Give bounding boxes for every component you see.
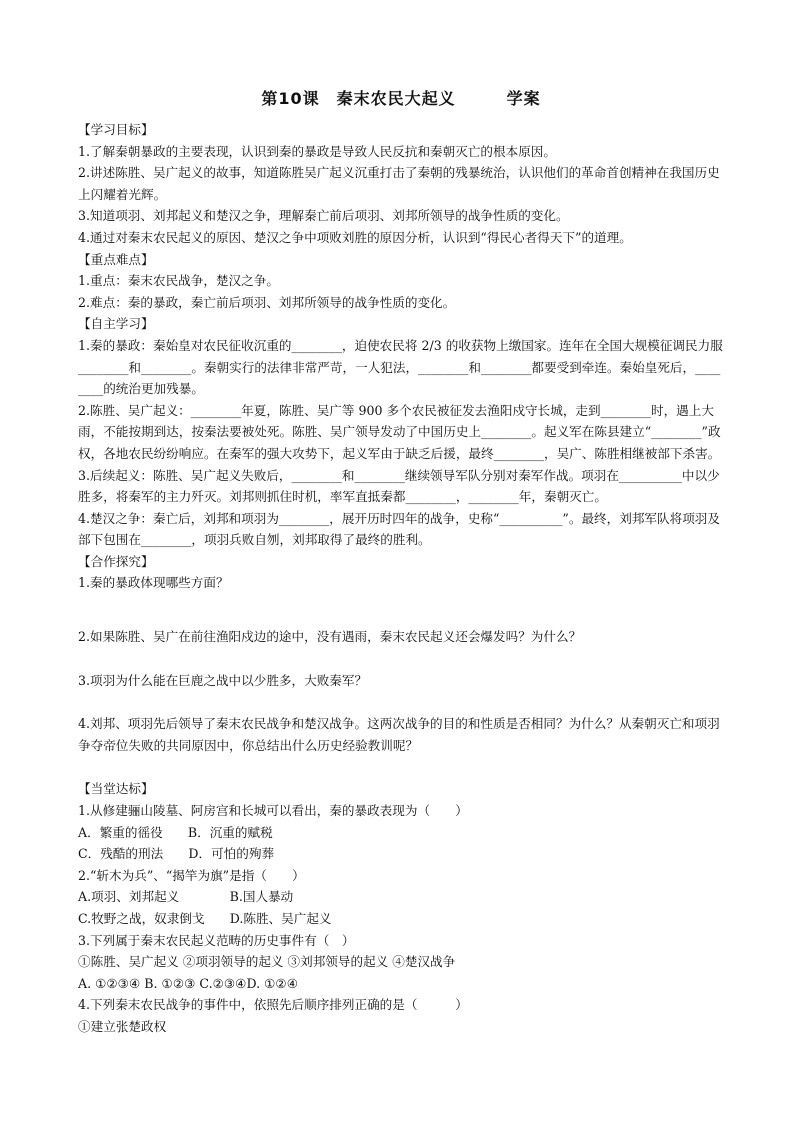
practice-heading: 【当堂达标】 (78, 781, 154, 797)
explore-question: 1.秦的暴政体现哪些方面？ (78, 575, 229, 591)
page-title: 第10课 秦末农民大起义 学案 (261, 89, 541, 108)
answer-space (78, 756, 724, 778)
answer-space (78, 648, 724, 670)
selfstudy-item: 3.后续起义：陈胜、吴广起义失败后，________和________继续领导军队分别对秦军作战。项羽在__________中以少胜多，将秦军的主力歼灭。刘邦则抓住时机，率军直抵秦都________，________年，秦朝灭亡。 (78, 467, 720, 505)
answer-space (78, 691, 724, 713)
selfstudy-item: 2.陈胜、吴广起义：________年夏，陈胜、吴广等 900 多个农民被征发去渔阳戍守长城，走到________时，遇上大雨，不能按期到达，按秦法要被处死。陈胜、吴广领导发动了中国历史上________。起义军在陈县建立“________”政权，各地农民纷纷响应。在秦军的强大攻势下，起义军由于缺乏后援，最终________，吴广、陈胜相继被部下杀害。 (78, 402, 721, 461)
objective-item: 4.通过对秦末农民起义的原因、楚汉之争中项败刘胜的原因分析，认识到“得民心者得天下”的道理。 (78, 229, 632, 245)
practice-line: ①建立张楚政权 (78, 1018, 167, 1034)
practice-line: A.项羽、刘邦起义 B.国人暴动 (78, 889, 294, 905)
practice-line: 1.从修建骊山陵墓、阿房宫和长城可以看出，秦的暴政表现为（ ） (78, 803, 468, 819)
practice-line: A. ①②③④ B. ①②③ C.②③④D. ①②④ (78, 975, 298, 991)
practice-line: 4.下列秦末农民战争的事件中，依照先后顺序排列正确的是（ ） (78, 997, 468, 1013)
keypoint-item: 1.重点：秦末农民战争，楚汉之争。 (78, 273, 279, 289)
explore-question: 2.如果陈胜、吴广在前往渔阳戍边的途中，没有遇雨，秦末农民起义还会爆发吗？为什么？ (78, 629, 582, 645)
practice-line: C．残酷的刑法 D．可怕的殉葬 (78, 846, 275, 862)
selfstudy-item: 1.秦的暴政：秦始皇对农民征收沉重的________，迫使农民将 2/3 的收获物上缴国家。连年在全国大规模征调民力服________和________。秦朝实行的法律非常严苛，一人犯法，________和________都要受到牵连。秦始皇死后，________的统治更加残暴。 (78, 337, 723, 397)
explore-question: 4.刘邦、项羽先后领导了秦末农民战争和楚汉战争。这两次战争的目的和性质是否相同？为什么？从秦朝灭亡和项羽争夺帝位失败的共同原因中，你总结出什么历史经验教训呢？ (78, 716, 720, 753)
objective-item: 3.知道项羽、刘邦起义和楚汉之争，理解秦亡前后项羽、刘邦所领导的战争性质的变化。 (78, 208, 569, 224)
selfstudy-heading: 【自主学习】 (78, 316, 154, 332)
practice-line: ①陈胜、吴广起义 ②项羽领导的起义 ③刘邦领导的起义 ④楚汉战争 (78, 954, 456, 970)
practice-line: C.牧野之战，奴隶倒戈 D.陈胜、吴广起义 (78, 911, 332, 926)
practice-line: 2.“斩木为兵”、“揭竿为旗”是指（ ） (78, 867, 305, 883)
worksheet-page (78, 86, 724, 1038)
selfstudy-item: 4.楚汉之争：秦亡后，刘邦和项羽为________，展开历时四年的战争，史称“__________”。最终，刘邦军队将项羽及部下包围在________，项羽兵败自刎，刘邦取得了最终的胜利。 (78, 510, 720, 548)
practice-line: 3.下列属于秦末农民起义范畴的历史事件有（ ） (78, 932, 355, 948)
keypoint-item: 2.难点：秦的暴政，秦亡前后项羽、刘邦所领导的战争性质的变化。 (78, 294, 456, 310)
objective-item: 1.了解秦朝暴政的主要表现，认识到秦的暴政是导致人民反抗和秦朝灭亡的根本原因。 (78, 143, 556, 159)
objective-item: 2.讲述陈胜、吴广起义的故事，知道陈胜吴广起义沉重打击了秦朝的残暴统治，认识他们的革命首创精神在我国历史上闪耀着光辉。 (78, 165, 720, 202)
explore-question: 3.项羽为什么能在巨鹿之战中以少胜多，大败秦军？ (78, 672, 368, 688)
practice-line: A．繁重的徭役 B．沉重的赋税 (78, 824, 273, 840)
objectives-heading: 【学习目标】 (78, 122, 154, 137)
keypoints-heading: 【重点难点】 (78, 251, 154, 267)
explore-heading: 【合作探究】 (78, 553, 154, 569)
answer-space (78, 594, 724, 626)
